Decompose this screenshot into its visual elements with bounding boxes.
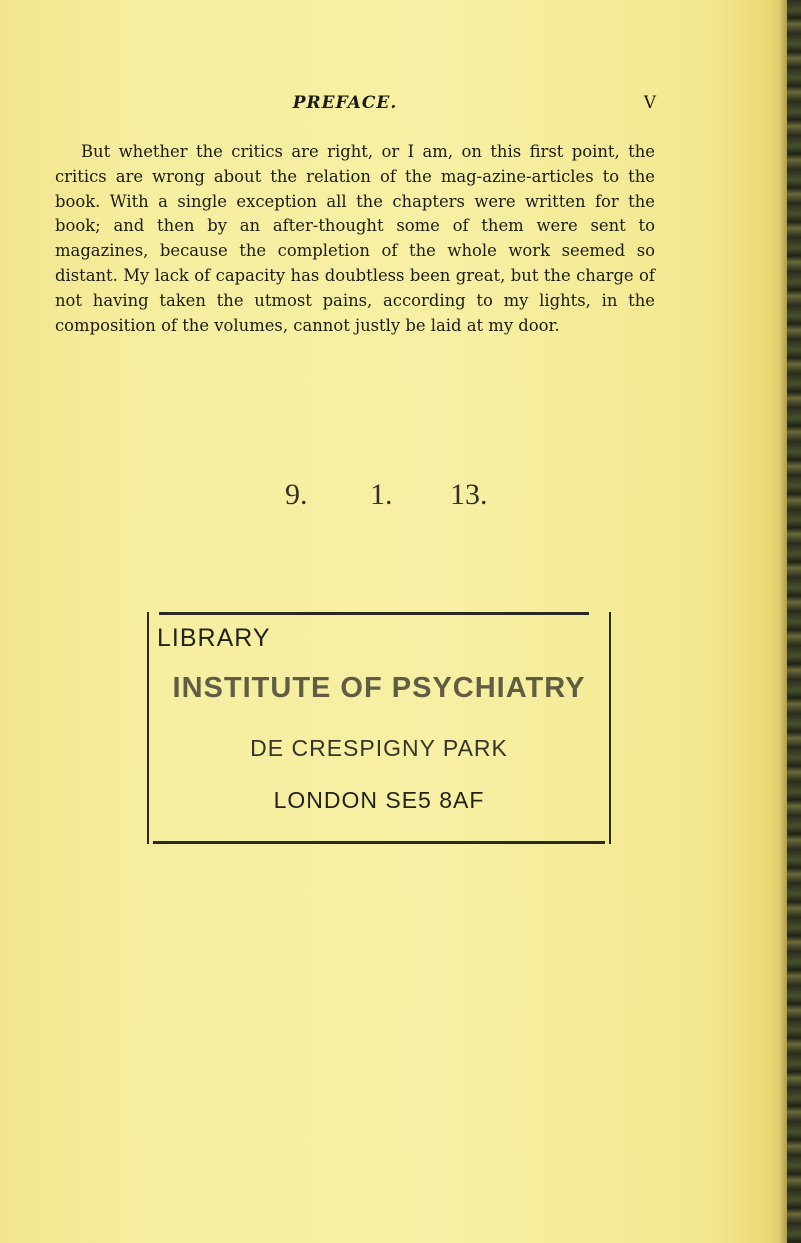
call-number-part: 1. [370, 478, 393, 511]
stamp-address-street: DE CRESPIGNY PARK [250, 735, 508, 761]
stamp-library-label: LIBRARY [157, 624, 271, 652]
handwritten-call-number [285, 478, 545, 528]
library-stamp [147, 612, 611, 844]
stamp-institute-name: INSTITUTE OF PSYCHIATRY [172, 672, 586, 704]
stamp-bottom-rule [153, 841, 605, 844]
running-title: PREFACE. [292, 93, 398, 113]
stamp-address-city: LONDON SE5 8AF [273, 787, 485, 813]
paragraph: But whether the critics are right, or I am, on this first point, the critics are wrong about the relation of the mag-azine-articles to the book. With a single exception all the chapters were written for the book; and then by an after-thought some of them were sent to magazines, because the completion of the whole work seemed so distant. My lack of capacity has doubtless been great, but the charge of not having taken the utmost pains, according to my lights, in the composition of the volumes, cannot justly be laid at my door. [55, 142, 655, 335]
call-number-part: 13. [450, 478, 488, 511]
stamp-top-rule [159, 612, 589, 615]
call-number-part: 9. [285, 478, 308, 511]
body-text [55, 140, 655, 338]
page-number: V [643, 93, 656, 113]
page-edge-shadow [779, 0, 787, 1243]
book-binding [787, 0, 801, 1243]
page-header [60, 93, 660, 117]
